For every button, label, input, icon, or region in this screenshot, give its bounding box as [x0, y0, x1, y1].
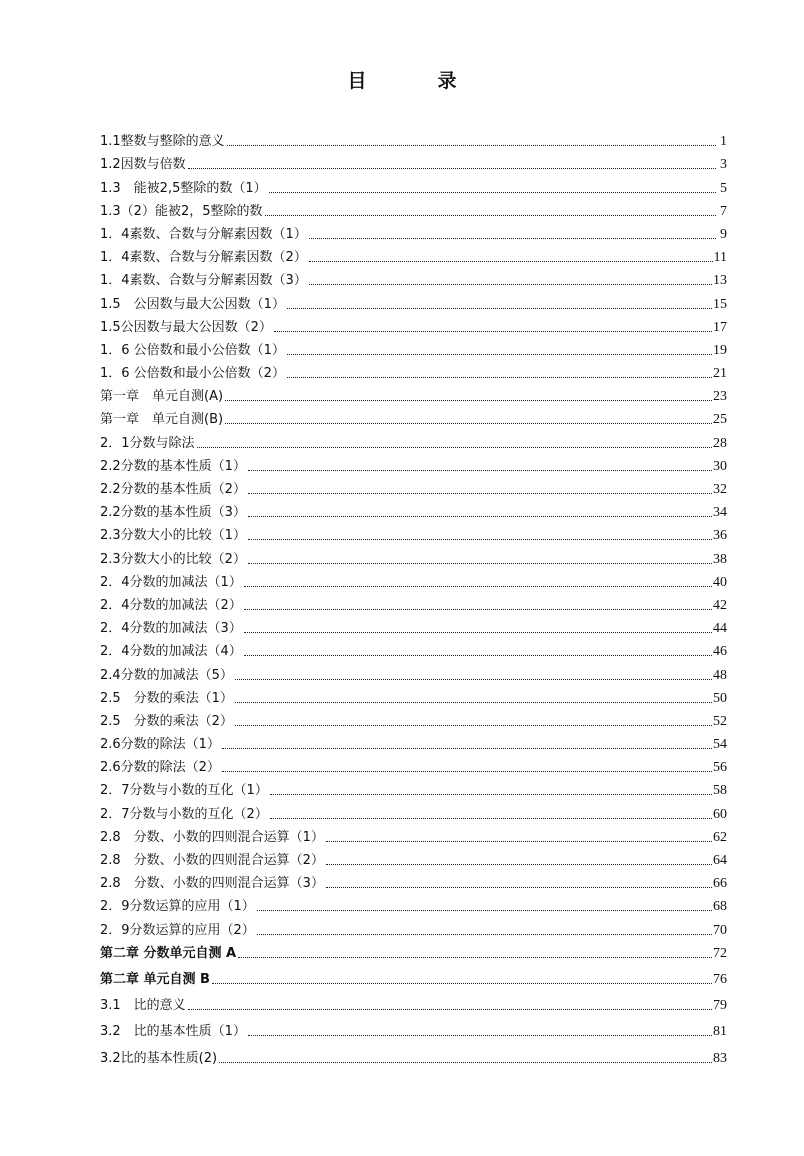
dot-leader — [244, 655, 712, 656]
toc-entry — [100, 358, 727, 381]
toc-entry-page-number: 7 — [720, 203, 727, 219]
toc-entry-label: 2.2分数的基本性质（3） — [100, 505, 246, 521]
toc-entry-page-number: 23 — [713, 389, 727, 405]
dot-leader — [225, 400, 712, 401]
dot-leader — [227, 145, 716, 146]
toc-entry-page-number: 28 — [713, 435, 727, 451]
dot-leader — [248, 563, 712, 564]
toc-entry-page-number: 40 — [713, 574, 727, 590]
toc-entry-label: 1．6 公倍数和最小公倍数（2） — [100, 366, 285, 382]
dot-leader — [326, 887, 712, 888]
toc-entry — [100, 149, 727, 172]
toc-entry — [100, 335, 727, 358]
toc-entry-label: 3.1 比的意义 — [100, 998, 186, 1014]
toc-entry-label: 2.2分数的基本性质（1） — [100, 458, 246, 474]
dot-leader — [248, 1035, 712, 1036]
toc-entry-page-number: 60 — [713, 806, 727, 822]
toc-entry-label: 2．9分数运算的应用（2） — [100, 922, 255, 938]
toc-entry — [100, 497, 727, 520]
toc-entry — [100, 613, 727, 636]
toc-entry-label: 2.8 分数、小数的四则混合运算（1） — [100, 829, 324, 845]
dot-leader — [326, 841, 712, 842]
toc-entry-page-number: 50 — [713, 690, 727, 706]
toc-entry-label: 2．7分数与小数的互化（2） — [100, 806, 268, 822]
toc-entry-label: 1．4素数、合数与分解素因数（1） — [100, 226, 307, 242]
dot-leader — [287, 308, 712, 309]
toc-entry-label: 2.8 分数、小数的四则混合运算（2） — [100, 853, 324, 868]
toc-entry — [100, 427, 727, 450]
toc-entry-label: 1．4素数、合数与分解素因数（2） — [100, 250, 307, 266]
toc-entry-label: 1.5 公因数与最大公因数（1） — [100, 296, 285, 312]
dot-leader — [309, 238, 716, 239]
toc-entry-label: 1.3（2）能被2，5整除的数 — [100, 203, 263, 219]
toc-entry — [100, 775, 727, 798]
dot-leader — [235, 702, 712, 703]
toc-entry-page-number: 5 — [720, 180, 727, 196]
toc-entry-page-number: 56 — [713, 760, 727, 776]
toc-entry — [100, 1016, 727, 1039]
toc-entry-page-number: 38 — [713, 551, 727, 567]
toc-entry-label: 3.2比的基本性质(2) — [100, 1050, 218, 1066]
toc-entry-label: 2.4分数的加减法（5） — [100, 667, 233, 683]
toc-entry — [100, 288, 727, 311]
dot-leader — [257, 910, 712, 911]
toc-entry — [100, 706, 727, 729]
dot-leader — [265, 215, 717, 216]
dot-leader — [270, 794, 712, 795]
toc-entry — [100, 798, 727, 821]
toc-entry-label: 第一章 单元自测(A) — [100, 389, 224, 405]
toc-entry-page-number: 72 — [713, 945, 727, 961]
toc-entry-page-number: 30 — [713, 458, 727, 474]
dot-leader — [197, 447, 712, 448]
toc-entry-page-number: 3 — [720, 157, 727, 173]
toc-entry-label: 3.2 比的基本性质（1） — [100, 1024, 246, 1040]
dot-leader — [248, 493, 712, 494]
toc-entry-page-number: 81 — [713, 1024, 727, 1040]
dot-leader — [222, 771, 712, 772]
toc-entry-label: 2.5 分数的乘法（2） — [100, 713, 233, 729]
toc-entry-page-number: 15 — [713, 296, 727, 312]
toc-entry-page-number: 9 — [720, 226, 727, 242]
toc-entry — [100, 172, 727, 195]
toc-entry — [100, 822, 727, 845]
toc-entry-label: 2.2分数的基本性质（2） — [100, 482, 246, 497]
toc-entry — [100, 891, 727, 914]
toc-entry-page-number: 52 — [713, 713, 727, 729]
dot-leader — [235, 679, 712, 680]
toc-entry — [100, 914, 727, 937]
toc-entry — [100, 381, 727, 404]
table-of-contents — [100, 126, 727, 1066]
toc-entry — [100, 474, 727, 497]
toc-entry-label: 第一章 单元自测(B) — [100, 412, 224, 428]
toc-entry-page-number: 42 — [713, 597, 727, 613]
toc-entry-label: 2.6分数的除法（2） — [100, 760, 220, 776]
toc-entry-label: 1.5公因数与最大公因数（2） — [100, 319, 272, 335]
toc-entry-label: 2．4分数的加减法（3） — [100, 621, 242, 637]
toc-entry-label: 第二章 单元自测 B — [100, 971, 210, 987]
toc-entry — [100, 845, 727, 868]
toc-entry-page-number: 64 — [713, 853, 727, 868]
toc-entry — [100, 242, 727, 265]
toc-entry — [100, 451, 727, 474]
dot-leader — [244, 609, 712, 610]
toc-entry-page-number: 48 — [713, 667, 727, 683]
toc-entry-page-number: 36 — [713, 528, 727, 544]
toc-entry-label: 2．7分数与小数的互化（1） — [100, 783, 268, 799]
toc-entry — [100, 659, 727, 682]
toc-entry — [100, 567, 727, 590]
dot-leader — [235, 725, 712, 726]
dot-leader — [287, 377, 712, 378]
toc-entry — [100, 404, 727, 427]
toc-entry-label: 第二章 分数单元自测 A — [100, 945, 237, 961]
page-title: 目 录 — [347, 70, 483, 92]
dot-leader — [269, 192, 716, 193]
dot-leader — [309, 261, 713, 262]
toc-entry-page-number: 62 — [713, 829, 727, 845]
toc-entry-page-number: 17 — [713, 319, 727, 335]
toc-entry-page-number: 58 — [713, 783, 727, 799]
dot-leader — [248, 470, 712, 471]
toc-entry-page-number: 68 — [713, 899, 727, 915]
dot-leader — [270, 818, 712, 819]
toc-entry — [100, 196, 727, 219]
dot-leader — [222, 748, 712, 749]
toc-entry-label: 2.3分数大小的比较（2） — [100, 551, 246, 567]
dot-leader — [287, 354, 712, 355]
toc-entry — [100, 729, 727, 752]
dot-leader — [188, 168, 716, 169]
toc-entry-label: 2.8 分数、小数的四则混合运算（3） — [100, 876, 324, 892]
toc-entry — [100, 1042, 727, 1065]
dot-leader — [238, 957, 712, 958]
toc-entry-page-number: 46 — [713, 644, 727, 660]
toc-entry-page-number: 76 — [713, 971, 727, 987]
toc-entry-page-number: 44 — [713, 621, 727, 637]
toc-entry-label: 1.3 能被2,5整除的数（1） — [100, 180, 267, 196]
dot-leader — [248, 539, 712, 540]
toc-entry — [100, 938, 727, 961]
toc-entry-page-number: 70 — [713, 922, 727, 938]
toc-entry-label: 2．4分数的加减法（1） — [100, 574, 242, 590]
toc-entry-label: 2．4分数的加减法（4） — [100, 644, 242, 660]
toc-entry — [100, 126, 727, 149]
toc-entry — [100, 265, 727, 288]
dot-leader — [248, 516, 712, 517]
toc-entry-label: 1.2因数与倍数 — [100, 157, 186, 173]
toc-entry-page-number: 25 — [713, 412, 727, 428]
toc-entry-label: 2.3分数大小的比较（1） — [100, 528, 246, 544]
toc-entry-label: 1．4素数、合数与分解素因数（3） — [100, 273, 307, 289]
toc-entry — [100, 752, 727, 775]
toc-entry-label: 1．6 公倍数和最小公倍数（1） — [100, 342, 285, 358]
toc-entry-page-number: 19 — [713, 342, 727, 358]
toc-entry — [100, 683, 727, 706]
dot-leader — [257, 934, 712, 935]
toc-entry — [100, 312, 727, 335]
toc-entry-label: 1.1整数与整除的意义 — [100, 134, 225, 150]
toc-entry — [100, 219, 727, 242]
toc-entry-page-number: 11 — [713, 250, 727, 266]
toc-entry — [100, 964, 727, 987]
toc-entry-page-number: 34 — [713, 505, 727, 521]
dot-leader — [188, 1009, 712, 1010]
dot-leader — [244, 586, 712, 587]
toc-entry-label: 2．9分数运算的应用（1） — [100, 899, 255, 915]
toc-entry-label: 2.6分数的除法（1） — [100, 737, 220, 753]
toc-entry-label: 2．4分数的加减法（2） — [100, 597, 242, 613]
dot-leader — [326, 864, 712, 865]
toc-entry-page-number: 66 — [713, 876, 727, 892]
toc-entry — [100, 543, 727, 566]
toc-entry-label: 2.5 分数的乘法（1） — [100, 690, 233, 706]
dot-leader — [219, 1062, 712, 1063]
dot-leader — [212, 983, 712, 984]
toc-entry — [100, 990, 727, 1013]
toc-entry — [100, 590, 727, 613]
toc-entry-page-number: 83 — [713, 1050, 727, 1066]
toc-entry-page-number: 1 — [720, 134, 727, 150]
dot-leader — [244, 632, 712, 633]
dot-leader — [225, 423, 712, 424]
toc-entry-page-number: 21 — [713, 366, 727, 382]
toc-entry — [100, 520, 727, 543]
toc-entry-page-number: 13 — [713, 273, 727, 289]
dot-leader — [309, 284, 712, 285]
dot-leader — [274, 331, 712, 332]
toc-entry-page-number: 32 — [713, 482, 727, 497]
toc-entry-page-number: 54 — [713, 737, 727, 753]
toc-entry — [100, 636, 727, 659]
toc-entry-label: 2．1分数与除法 — [100, 435, 195, 451]
toc-entry-page-number: 79 — [713, 998, 727, 1014]
toc-entry — [100, 868, 727, 891]
